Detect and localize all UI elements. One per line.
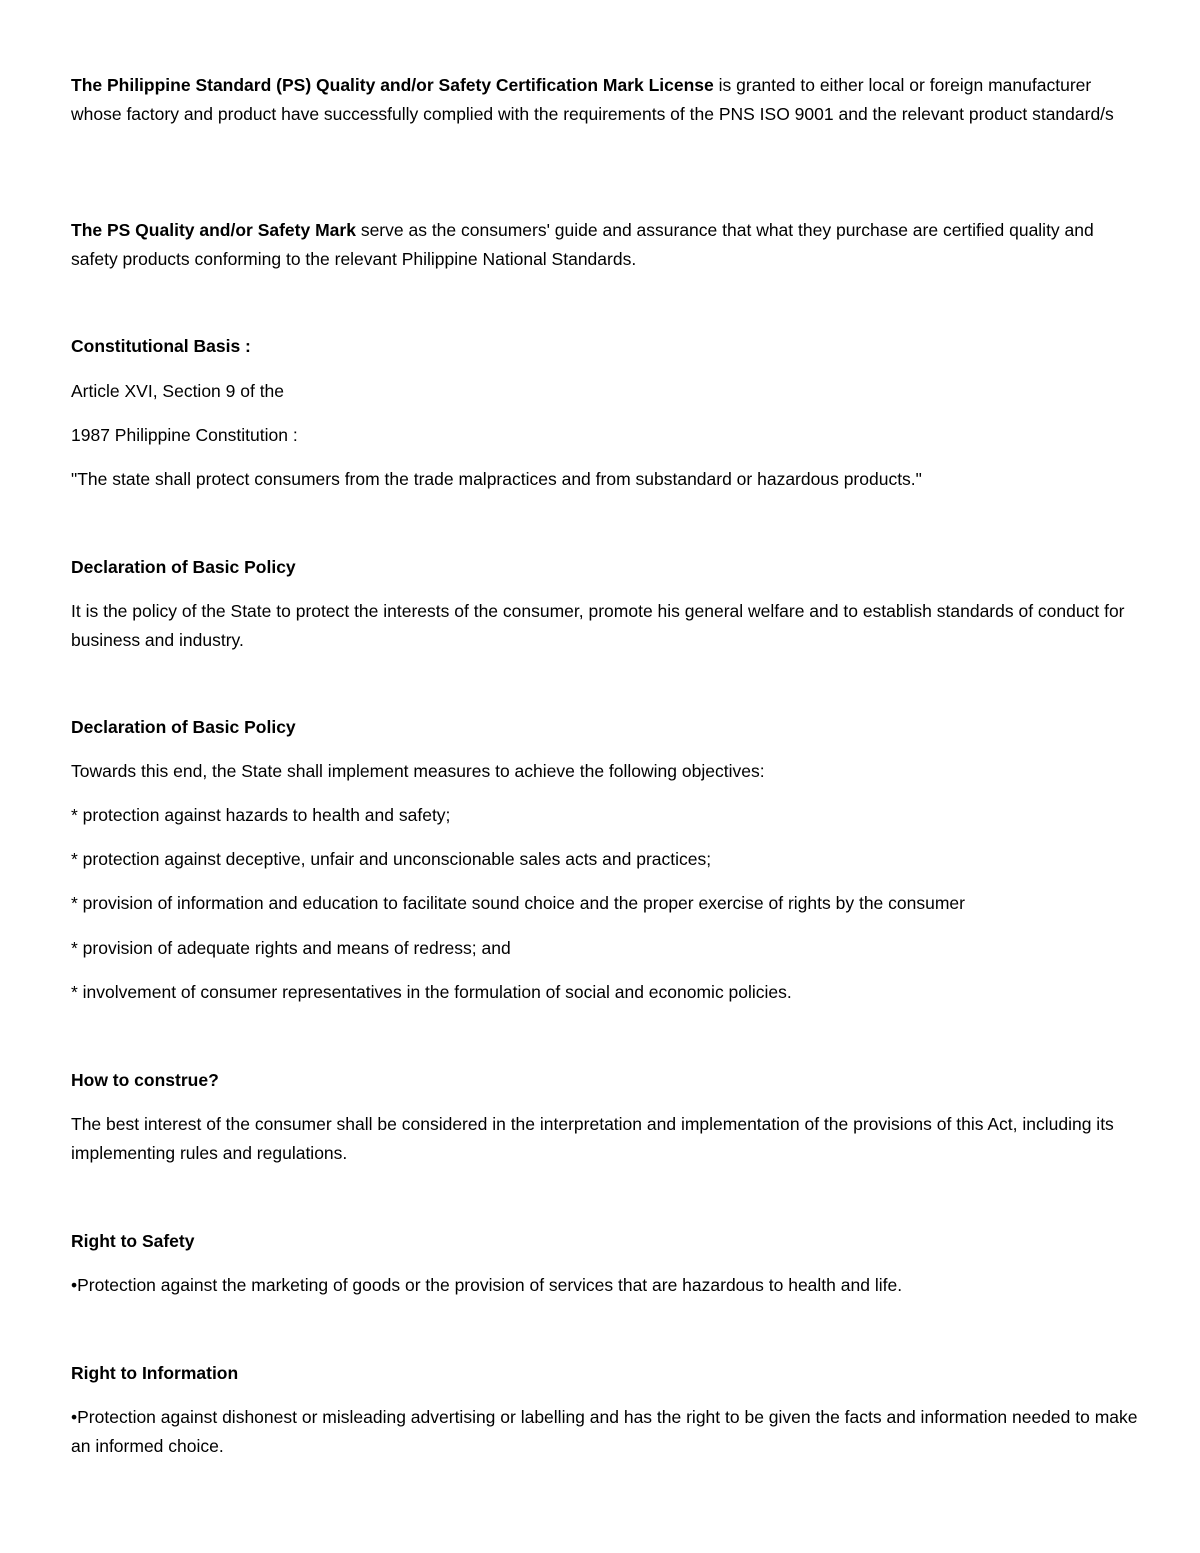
policy2-item: * involvement of consumer representatives in the formulation of social and economic policies.: [71, 982, 792, 1002]
policy1-heading: Declaration of Basic Policy: [71, 557, 296, 577]
construe-heading: How to construe?: [71, 1070, 219, 1090]
intro-paragraph: [71, 71, 1141, 128]
policy1-text: It is the policy of the State to protect the interests of the consumer, promote his general welfare and to establish standards of conduct for business and industry.: [71, 601, 1125, 650]
intro-text: is granted to either local or foreign manufacturer whose factory and product have successfully complied with the requirements of the PNS ISO 9001 and the relevant product standard/s: [71, 75, 1114, 124]
safety-text: •Protection against the marketing of goods or the provision of services that are hazardous to health and life.: [71, 1275, 903, 1295]
policy2-heading: Declaration of Basic Policy: [71, 717, 296, 737]
policy2-item: * provision of adequate rights and means of redress; and: [71, 938, 511, 958]
safety-heading: Right to Safety: [71, 1231, 195, 1251]
policy2-item: * protection against deceptive, unfair and unconscionable sales acts and practices;: [71, 849, 712, 869]
constitutional-quote: "The state shall protect consumers from the trade malpractices and from substandard or hazardous products.": [71, 469, 922, 489]
mark-text: serve as the consumers' guide and assurance that what they purchase are certified quality and safety products conforming to the relevant Philippine National Standards.: [71, 220, 1094, 269]
mark-paragraph: [71, 216, 1141, 273]
information-text: •Protection against dishonest or misleading advertising or labelling and has the right to be given the facts and information needed to make an informed choice.: [71, 1407, 1138, 1456]
policy2-item: * protection against hazards to health and safety;: [71, 805, 451, 825]
policy2-item: * provision of information and education to facilitate sound choice and the proper exercise of rights by the consumer: [71, 893, 965, 913]
constitutional-constitution: 1987 Philippine Constitution :: [71, 425, 298, 445]
construe-text: The best interest of the consumer shall be considered in the interpretation and implementation of the provisions of this Act, including its implementing rules and regulations.: [71, 1114, 1114, 1163]
intro-bold-lead: The Philippine Standard (PS) Quality and/or Safety Certification Mark License: [71, 75, 714, 95]
information-heading: Right to Information: [71, 1363, 239, 1383]
mark-bold-lead: The PS Quality and/or Safety Mark: [71, 220, 356, 240]
constitutional-article: Article XVI, Section 9 of the: [71, 381, 285, 401]
constitutional-heading: Constitutional Basis :: [71, 336, 251, 356]
policy2-intro: Towards this end, the State shall implement measures to achieve the following objectives:: [71, 761, 765, 781]
